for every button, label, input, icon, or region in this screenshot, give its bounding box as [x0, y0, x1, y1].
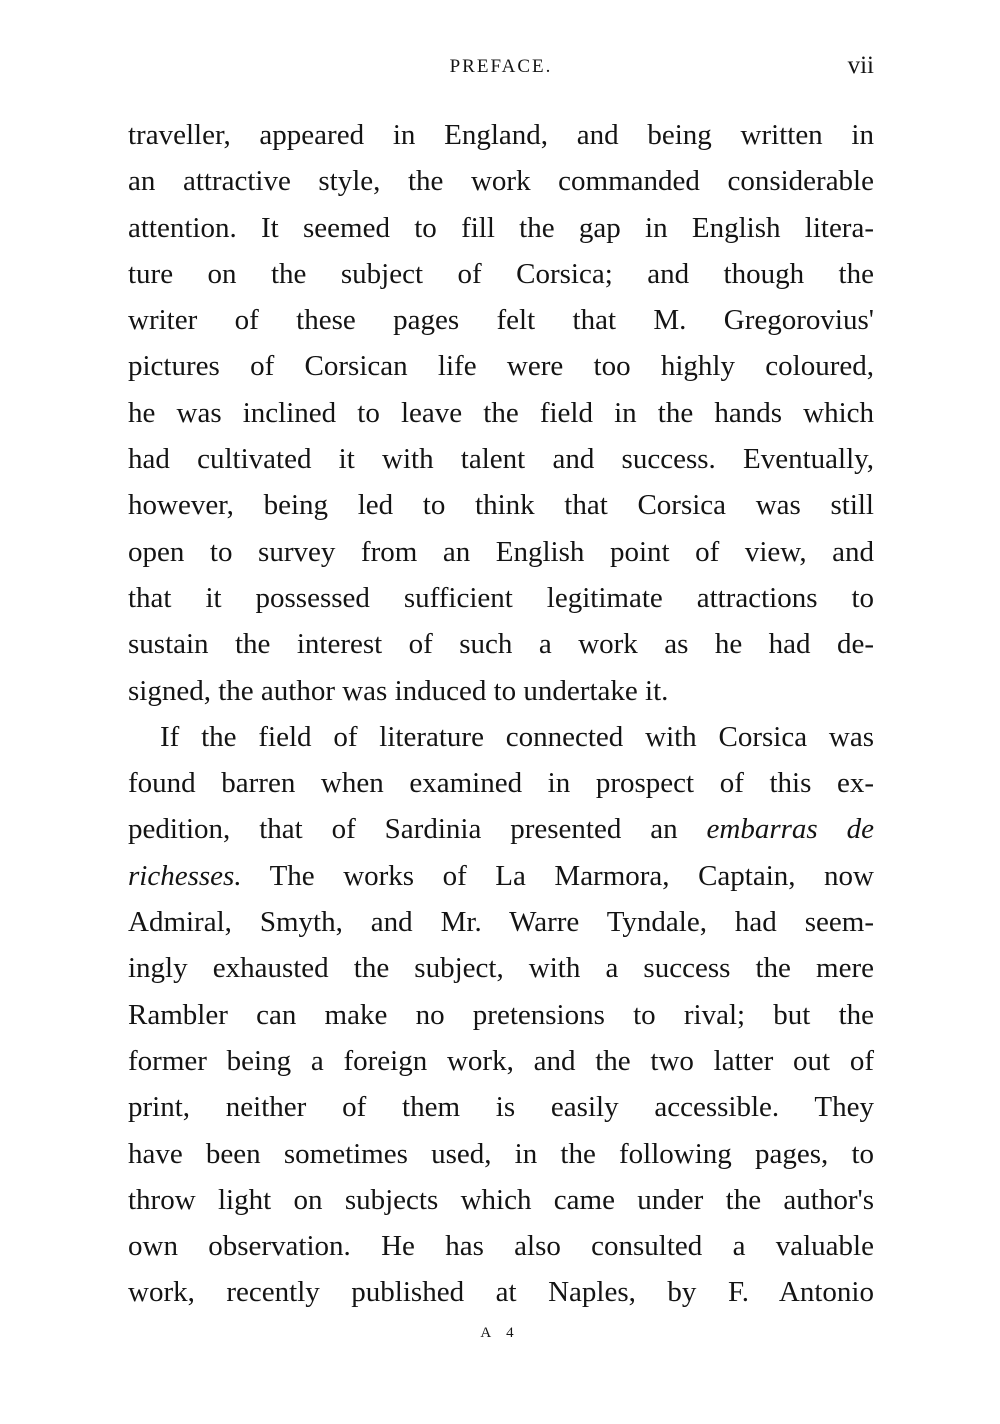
text-line: ture on the subject of Corsica; and though the [128, 257, 874, 290]
text-line: writer of these pages felt that M. Gregorovius' [128, 304, 874, 337]
text-line: work, recently published at Naples, by F. Antonio [128, 1276, 874, 1309]
text-line: signed, the author was induced to undertake it. [128, 674, 669, 707]
text-line: he was inclined to leave the field in the hands which [128, 396, 874, 429]
signature-mark: A 4 [480, 1325, 520, 1341]
text-line [128, 853, 874, 899]
running-head [128, 52, 874, 82]
italic-phrase: richesses. [128, 859, 242, 892]
text-line: however, being led to think that Corsica was still [128, 489, 874, 522]
body-text [128, 112, 874, 1316]
text-line: If the field of literature connected with Corsica was [160, 720, 874, 753]
text-line: found barren when examined in prospect of this ex- [128, 767, 874, 800]
text-fragment: The works of La Marmora, Captain, now [241, 859, 874, 892]
text-line: attention. It seemed to fill the gap in English litera- [128, 211, 874, 244]
paragraph-1 [128, 112, 874, 714]
italic-phrase: embarras de [706, 813, 874, 846]
text-line: Admiral, Smyth, and Mr. Warre Tyndale, had seem- [128, 906, 874, 939]
text-line: pictures of Corsican life were too highly coloured, [128, 350, 874, 383]
text-line: own observation. He has also consulted a valuable [128, 1230, 874, 1263]
text-line: had cultivated it with talent and success. Eventually, [128, 443, 874, 476]
text-line: Rambler can make no pretensions to rival; but the [128, 998, 874, 1031]
text-line: that it possessed sufficient legitimate attractions to [128, 581, 874, 614]
text-line: throw light on subjects which came under the author's [128, 1183, 874, 1216]
text-line [128, 806, 874, 852]
text-line: former being a foreign work, and the two latter out of [128, 1044, 874, 1077]
text-line: sustain the interest of such a work as he had de- [128, 628, 874, 661]
text-line: open to survey from an English point of view, and [128, 535, 874, 568]
text-line: traveller, appeared in England, and being written in [128, 119, 874, 151]
text-line: have been sometimes used, in the following pages, to [128, 1137, 874, 1170]
text-line: ingly exhausted the subject, with a success the mere [128, 952, 874, 985]
text-fragment: pedition, that of Sardinia presented an [128, 813, 707, 846]
text-line: an attractive style, the work commanded considerable [128, 165, 874, 198]
running-title: PREFACE. [449, 56, 553, 77]
page-number: vii [847, 52, 874, 79]
paragraph-2 [128, 714, 874, 1316]
text-line: print, neither of them is easily accessible. They [128, 1091, 874, 1124]
